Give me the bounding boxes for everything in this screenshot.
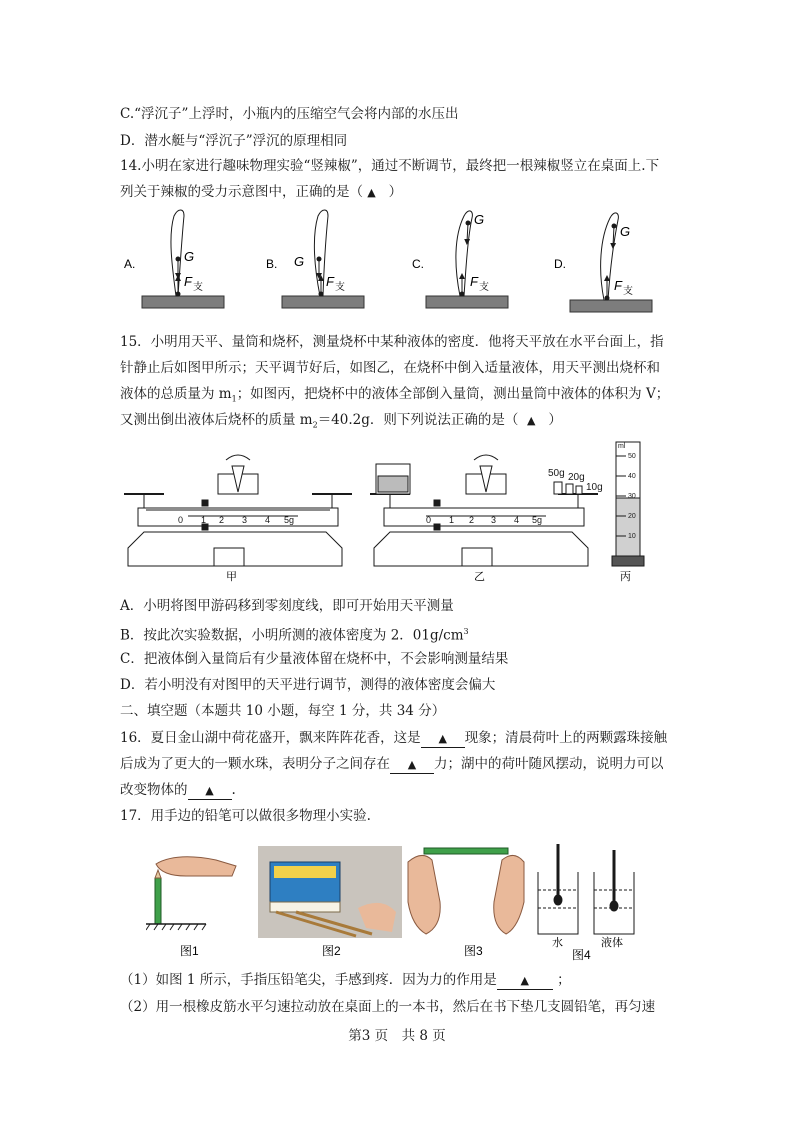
svg-text:4: 4: [265, 515, 271, 525]
balance-jia: [124, 455, 352, 566]
svg-text:2: 2: [469, 515, 475, 525]
svg-text:20: 20: [628, 513, 636, 520]
q14-c-f-label: F: [470, 274, 478, 289]
svg-text:2: 2: [219, 515, 225, 525]
q15-option-c: C．把液体倒入量筒后有少量液体留在烧杯中，不会影响测量结果: [120, 651, 509, 667]
q14-option-a-letter: A.: [124, 257, 136, 271]
q14-option-b-letter: B.: [266, 257, 278, 271]
section-heading: 二、填空题（本题共 10 小题，每空 1 分，共 34 分）: [120, 703, 446, 719]
graduated-cylinder: [612, 442, 644, 566]
q17-pencil-figures: [146, 842, 656, 962]
svg-text:1: 1: [201, 515, 207, 525]
q17-item1: （1）如图 1 所示，手指压铅笔尖，手感到疼．因为力的作用是 ▲ ；: [120, 972, 571, 988]
svg-text:30: 30: [628, 493, 636, 500]
q14-a-g-label: G: [184, 249, 195, 264]
q16-line2: 后成为了更大的一颗水珠，表明分子之间存在 ▲ 力；湖中的荷叶随风摆动，说明力可以: [120, 756, 664, 772]
q15-stem-line4: 又测出倒出液体后烧杯的质量 $m_2=40.2g$．则下列说法正确的是（ ▲ ）: [120, 412, 562, 430]
fig-label-yi: 乙: [474, 571, 485, 583]
q14-b-f-label: F: [326, 274, 334, 289]
page-footer: 第3 页 共 8 页: [348, 1028, 446, 1044]
q14-option-c-figure: [412, 211, 508, 308]
q15-balance-diagrams: [118, 436, 678, 586]
q15-option-a: A．小明将图甲游码移到零刻度线，即可开始用天平测量: [120, 598, 454, 614]
svg-text:10: 10: [628, 533, 636, 540]
svg-text:40: 40: [628, 473, 636, 480]
q13-option-d: D．潜水艇与“浮沉子”浮沉的原理相同: [120, 133, 348, 149]
q14-d-f-sub: 支: [623, 286, 633, 297]
fig4-beakers: [538, 844, 634, 934]
fig2-caption: 图2: [322, 944, 341, 958]
fig-label-jia: 甲: [226, 571, 237, 583]
fig2-book-photo: [258, 846, 402, 958]
q14-option-b-figure: [266, 210, 364, 308]
q15-option-d: D．若小明没有对图甲的天平进行调节，测得的液体密度会偏大: [120, 677, 496, 693]
svg-text:3: 3: [491, 515, 497, 525]
svg-text:10g: 10g: [586, 482, 603, 493]
q14-a-f-label: F: [184, 274, 192, 289]
q13-option-c: C.“浮沉子”上浮时，小瓶内的压缩空气会将内部的水压出: [120, 106, 459, 122]
fig4-label-water: 水: [552, 937, 563, 949]
q16-line3: 改变物体的 ▲ .: [120, 782, 236, 798]
svg-text:50g: 50g: [548, 468, 565, 479]
svg-text:1: 1: [449, 515, 455, 525]
fig1-pencil-press: [146, 857, 236, 958]
q14-option-a-figure: [124, 210, 224, 308]
q14-pepper-diagrams: [118, 206, 678, 316]
q14-b-g-label: G: [294, 254, 305, 269]
q15-option-b: B．按此次实验数据，小明所测的液体密度为 2．$01g/cm^3$: [120, 627, 469, 644]
q14-c-g-label: G: [474, 212, 485, 227]
fig3-pencil-hands: [408, 848, 524, 958]
fig3-caption: 图3: [464, 944, 483, 958]
svg-text:0: 0: [178, 515, 184, 525]
answer-marker: ▲: [367, 186, 376, 199]
svg-text:ml: ml: [618, 443, 626, 450]
q14-option-d-figure: [554, 213, 652, 312]
q14-stem-line2: 列关于辣椒的受力示意图中，正确的是（ ▲ ）: [120, 184, 403, 200]
q14-option-c-letter: C.: [412, 257, 424, 271]
q14-d-f-label: F: [614, 278, 622, 293]
svg-text:5g: 5g: [532, 515, 543, 525]
q14-a-f-sub: 支: [193, 282, 203, 293]
q15-stem-line3: 液体的总质量为 $m_1$；如图丙，把烧杯中的液体全部倒入量筒，测出量筒中液体的体积为 V；: [120, 386, 670, 404]
svg-text:20g: 20g: [568, 472, 585, 483]
svg-text:4: 4: [514, 515, 520, 525]
fig4-label-liquid: 液体: [601, 937, 623, 949]
q17-item2: （2）用一根橡皮筋水平匀速拉动放在桌面上的一本书，然后在书下垫几支圆铅笔，再匀速: [120, 999, 656, 1015]
q15-stem-line2: 针静止后如图甲所示；天平调节好后，如图乙，在烧杯中倒入适量液体，用天平测出烧杯和: [120, 360, 660, 376]
q14-c-f-sub: 支: [479, 282, 489, 293]
q14-option-d-letter: D.: [554, 257, 566, 271]
fig-label-bing: 丙: [620, 571, 631, 583]
q14-b-f-sub: 支: [335, 282, 345, 293]
q14-stem-line1: 14.小明在家进行趣味物理实验“竖辣椒”，通过不断调节，最终把一根辣椒竖立在桌面上.下: [120, 158, 660, 174]
q17-title: 17．用手边的铅笔可以做很多物理小实验.: [120, 808, 371, 824]
svg-text:0: 0: [426, 515, 432, 525]
answer-marker: ▲: [526, 414, 536, 427]
q14-d-g-label: G: [620, 224, 631, 239]
svg-text:50: 50: [628, 453, 636, 460]
svg-text:3: 3: [242, 515, 248, 525]
fig1-caption: 图1: [180, 944, 199, 958]
fig4-caption: 图4: [572, 948, 591, 962]
q16-line1: 16．夏日金山湖中荷花盛开，飘来阵阵花香，这是 ▲ 现象；清晨荷叶上的两颗露珠接触: [120, 730, 668, 746]
q15-stem-line1: 15．小明用天平、量筒和烧杯，测量烧杯中某种液体的密度．他将天平放在水平台面上，指: [120, 334, 664, 350]
svg-text:5g: 5g: [284, 515, 295, 525]
